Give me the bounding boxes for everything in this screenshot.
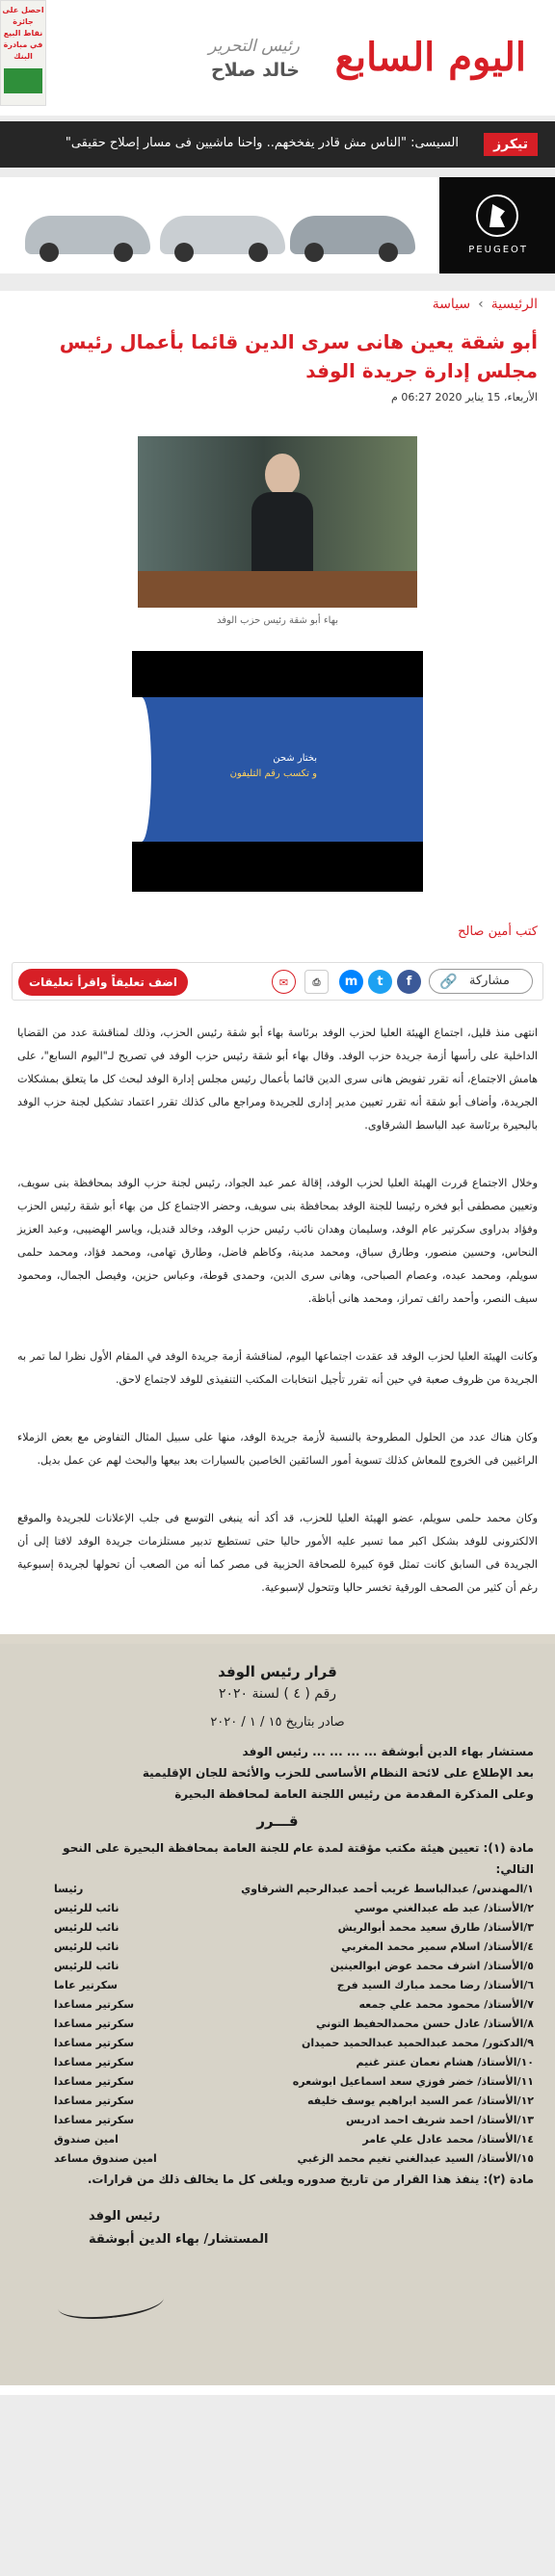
- video-player[interactable]: [132, 651, 423, 892]
- decree-heading: قـــرر: [256, 1812, 299, 1830]
- breadcrumb: [0, 291, 555, 320]
- car-image: [290, 216, 415, 254]
- share-icon: 🔗: [439, 973, 458, 990]
- share-button[interactable]: [429, 969, 533, 994]
- signature-name: المستشار/ بهاء الدين أبوشقة: [89, 2232, 269, 2247]
- podium: [138, 571, 417, 608]
- share-toolbar: [12, 962, 543, 1016]
- decree-member: ١٠/الأستاذ/ هشام نعمان عنتر غنيم سكرتير مساعدا: [54, 2056, 534, 2069]
- comment-icon[interactable]: ✉: [272, 970, 296, 994]
- site-header: [0, 0, 555, 116]
- decree-member: ٥/الأستاذ/ اشرف محمد عوض ابوالعينين نائب للرئيس: [54, 1960, 534, 1972]
- article-paragraph: وكانت الهيئة العليا لحزب الوفد قد عقدت اجتماعها اليوم، لمناقشة أزمة جريدة الوفد في المقام الأول نظرا لما تمر به الجريدة من ظروف صعبة في حين أنه تقرر تأجيل انتخابات المكتب التنفيذى للوفد لاجتماع لاحق.: [17, 1350, 538, 1386]
- decree-title: قرار رئيس الوفد: [218, 1663, 337, 1680]
- photo-caption: بهاء أبو شقة رئيس حزب الوفد: [216, 615, 339, 626]
- side-ad-text: احصل على جائزة نقاط البيع في مبادرة البنك: [2, 6, 44, 61]
- decree-member: ١٤/الأستاذ/ محمد عادل علي عامر امين صندوق: [54, 2133, 534, 2146]
- news-ticker: [0, 121, 555, 168]
- decree-preamble: [21, 1741, 534, 1805]
- decree-member: ٤/الأستاذ/ اسلام سمير محمد المغربي نائب للرئيس: [54, 1940, 534, 1953]
- brand-name: PEUGEOT: [468, 245, 528, 255]
- decree-article-2: مادة (٢): ينفذ هذا القرار من تاريخ صدوره ويلغى كل ما يخالف ذلك من قرارات.: [87, 2173, 534, 2186]
- editor-in-chief: [208, 37, 300, 81]
- print-icon[interactable]: ⎙: [304, 970, 329, 994]
- comment-button[interactable]: اضف تعليقاً واقرأ تعليقات القراء: [18, 969, 188, 996]
- decree-member: ١/المهندس/ عبدالباسط غريب أحمد عبدالرحيم الشرقاوي رئيسا: [54, 1883, 534, 1895]
- twitter-icon[interactable]: t: [368, 970, 392, 994]
- side-ad-logo: [4, 68, 42, 93]
- lion-logo-icon: [476, 195, 518, 237]
- decree-member: ١٢/الأستاذ/ عمر السيد ابراهيم يوسف خليفه سكرتير مساعدا: [54, 2095, 534, 2107]
- article-photo: [138, 436, 417, 608]
- decree-article-1: مادة (١): تعيين هيئة مكتب مؤقتة لمدة عام للجنة العامة بمحافظة البحيرة على النحو التالي:: [63, 1841, 534, 1876]
- decree-number: رقم ( ٤ ) لسنة ٢٠٢٠: [218, 1686, 337, 1702]
- video-text-line-2: و تكسب رقم التليفون: [229, 768, 317, 779]
- side-ad[interactable]: [0, 0, 46, 106]
- ticker-badge: تيكرز: [484, 133, 538, 156]
- article-paragraph: وخلال الاجتماع قررت الهيئة العليا لحزب الوفد، إقالة عمر عبد الجواد، رئيس لجنة حزب الوفد بمحافظة بنى سويف، وتعيين مصطفى أبو فخره رئيسا للجنة الوفد بمحافظة بنى سويف، وحضر الاجتماع كل من بهاء أبو شقة رئيس الحزب وفؤاد بدراوى سكرتير عام الوفد، وسليمان وهدان نائب رئيس حزب الوفد، وخالد قنديل، وياسر الهضيبى، وعبد العزيز النحاس، وحسين منصور، وطارق سباق، ومحمد مدينة، وكاظم فاضل، وطارق تهامى، ومحمد فؤاد، ومحمد حلمى سويلم، ومحمد عبده، وعصام الصباحى، وهانى سرى الدين، وحمدى قوطة، وعباس حزين، وفيصل الجمال، ومحمود سيف النصر، وأحمد رائف تمراز، ومحمد هانى أباظة.: [17, 1177, 538, 1305]
- decree-member: ٩/الدكتور/ محمد عبدالحميد عبدالحميد حميدان سكرتير مساعدا: [54, 2037, 534, 2049]
- author-byline[interactable]: كتب أمين صالح: [458, 924, 538, 939]
- ticker-headline[interactable]: السيسى: "الناس مش قادر يفخخهم.. واحنا ماشيين فى مسار إصلاح حقيقى": [65, 136, 459, 150]
- article-date: الأربعاء، 15 يناير 2020 06:27 م: [391, 391, 538, 403]
- article-paragraph: انتهى منذ قليل، اجتماع الهيئة العليا لحزب الوفد برئاسة بهاء أبو شقة رئيس الحزب، وذلك لمناقشة عدد من القضايا الداخلية على رأسها أزمة جريدة حزب الوفد. وقال بهاء أبو شقة رئيس حزب الوفد في تصريح لـ"اليوم السابع"، على هامش الاجتماع، أنه تقرر تفويض هانى سرى الدين قائما بأعمال رئيس مجلس إدارة الوفد لبحث كل ما يتعلق بمشكلات الجريدة، وأضاف أبو شقة أنه تقرر تعيين مدير إدارى للجريدة ومراجع مالى كذلك تقرر اعتماد تشكيل لجنة حزب الوفد بالبحيرة برئاسة عبد الباسط الشرقاوى.: [17, 1027, 538, 1132]
- decree-document-image: [0, 1634, 555, 2385]
- decree-member: ١١/الأستاذ/ خضر فوزي سعد اسماعيل ابوشعره سكرتير مساعدا: [54, 2075, 534, 2088]
- video-frame: [132, 697, 423, 842]
- brand-panel: [439, 177, 555, 273]
- share-label: مشاركة: [469, 974, 510, 988]
- video-text-line-1: بختار شحن: [273, 753, 317, 764]
- facebook-icon[interactable]: f: [397, 970, 421, 994]
- decree-member: ٢/الأستاذ/ عبد طه عبدالغني موسي نائب للرئيس: [54, 1902, 534, 1914]
- video-graphic: [132, 697, 151, 842]
- editor-title: رئيس التحرير: [208, 37, 300, 56]
- chevron-left-icon: ›: [478, 297, 484, 312]
- decree-member: ٨/الأستاذ/ عادل حسن محمدالحفيظ التوني سكرتير مساعدا: [54, 2017, 534, 2030]
- decree-member: ١٥/الأستاذ/ السيد عبدالغني تغيم محمد الزغبي امين صندوق مساعد: [54, 2152, 534, 2165]
- decree-date: صادر بتاريخ ١٥ / ١ / ٢٠٢٠: [210, 1715, 345, 1730]
- car-image: [160, 216, 285, 254]
- signature-title: رئيس الوفد: [89, 2209, 161, 2224]
- messenger-icon[interactable]: m: [339, 970, 363, 994]
- ad-banner[interactable]: [0, 177, 555, 273]
- decree-line: بعد الإطلاع على لائحة النظام الأساسى للحزب والأئحة للجان الإقليمية: [142, 1766, 534, 1780]
- editor-name: خالد صلاح: [210, 60, 300, 81]
- decree-member: ٣/الأستاذ/ طارق سعيد محمد أبوالريش نائب للرئيس: [54, 1921, 534, 1934]
- decree-signature-block: [21, 2205, 534, 2251]
- car-image: [25, 216, 150, 254]
- decree-line: وعلى المذكرة المقدمة من رئيس اللجنة العامة لمحافظة البحيرة: [174, 1787, 534, 1801]
- site-logo[interactable]: اليوم السابع: [334, 35, 526, 80]
- article-body: [0, 1001, 555, 1600]
- decree-paper: [0, 1644, 555, 2385]
- decree-member: ١٣/الأستاذ/ احمد شريف احمد ادريس سكرتير مساعدا: [54, 2114, 534, 2126]
- article-headline: أبو شقة يعين هانى سرى الدين قائما بأعمال رئيس مجلس إدارة جريدة الوفد: [59, 330, 538, 382]
- breadcrumb-home[interactable]: الرئيسية: [490, 297, 538, 312]
- decree-member-list: [21, 1880, 534, 2169]
- breadcrumb-section[interactable]: سياسة: [432, 297, 471, 312]
- decree-line: مستشار بهاء الدين أبوشقة ... ... ... ... رئيس الوفد: [242, 1745, 534, 1758]
- article-paragraph: وكان هناك عدد من الحلول المطروحة بالنسبة لأزمة جريدة الوفد، منها على سبيل المثال التفاوض مع بعض الزملاء الراغبين فى الخروج للمعاش كذلك تسوية أمور السائقين الخاصين بالسيارات بعد بيعها والبحث لهم عن عمل بديل.: [17, 1431, 538, 1467]
- decree-member: ٦/الأستاذ/ رضا محمد مبارك السيد فرج سكرتير عاما: [54, 1979, 534, 1991]
- decree-member: ٧/الأستاذ/ محمود محمد علي جمعه سكرتير مساعدا: [54, 1998, 534, 2011]
- article: [0, 291, 555, 2395]
- article-paragraph: وكان محمد حلمى سويلم، عضو الهيئة العليا للحزب، قد أكد أنه ينبغى التوسع فى جلب الإعلانات للجريدة والموقع الالكترونى للوفد بشكل اكبر مما تسير عليه الأمور حاليا حتى تستطيع تدبير مستلزمات جريدة الوفد لافتا إلى أن الجريدة فى السابق كانت تمثل قوة كبيرة للصحافة الحزبية فى مصر كما أنه من الصعب أن تحولها لجريدة إسبوعية رغم أن كثير من الصحف الورقية تخسر حاليا وتتحول لإسبوعية.: [17, 1512, 538, 1594]
